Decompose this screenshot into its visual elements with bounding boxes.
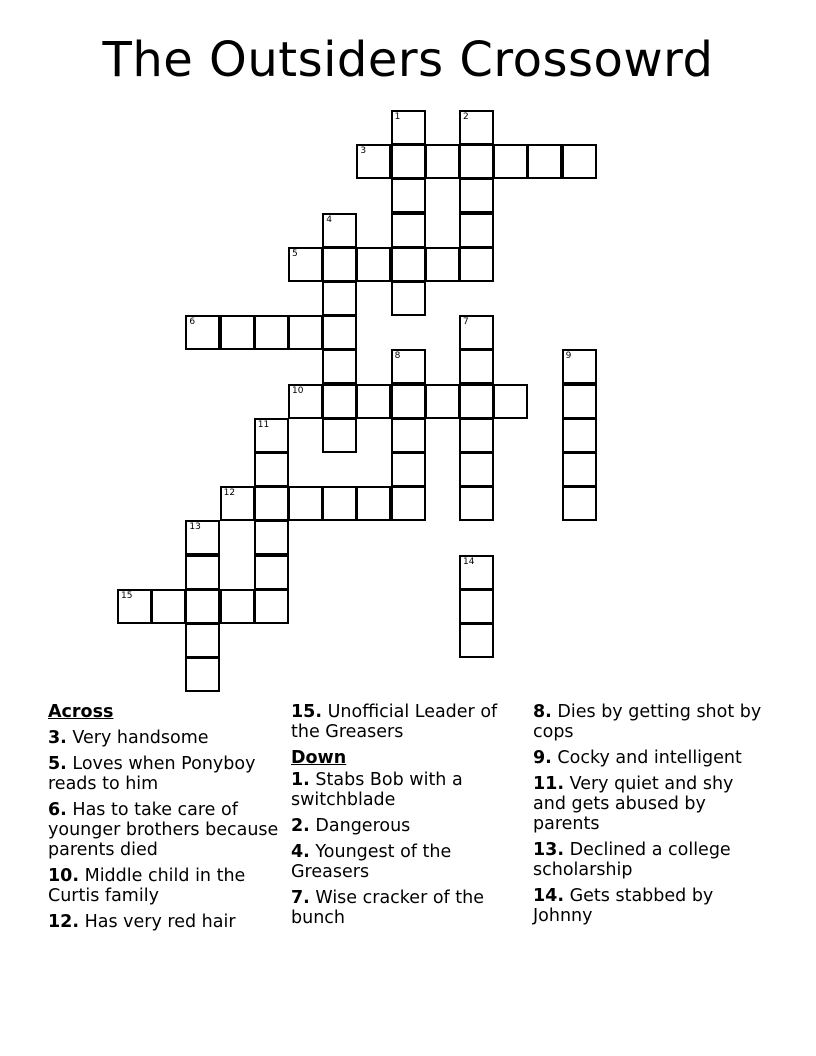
grid-cell[interactable] bbox=[185, 315, 220, 350]
grid-cell[interactable] bbox=[185, 657, 220, 692]
clue-number-label: 12. bbox=[48, 912, 80, 932]
grid-cell[interactable] bbox=[391, 178, 426, 213]
grid-cell[interactable] bbox=[322, 213, 357, 248]
grid-cell[interactable] bbox=[254, 418, 289, 453]
clue-number-label: 8. bbox=[533, 702, 552, 722]
across-clue-list-continued bbox=[291, 702, 523, 742]
grid-cell[interactable] bbox=[459, 315, 494, 350]
clue-number: 3 bbox=[360, 146, 367, 157]
clue-number-label: 15. bbox=[291, 702, 323, 722]
grid-cell[interactable] bbox=[288, 247, 323, 282]
clue-number: 8 bbox=[394, 351, 401, 362]
clue-number-label: 6. bbox=[48, 800, 67, 820]
grid-cell[interactable] bbox=[459, 384, 494, 419]
down-clue bbox=[291, 770, 523, 810]
grid-cell[interactable] bbox=[391, 247, 426, 282]
clue-number: 2 bbox=[463, 112, 469, 122]
clue-number-label: 7. bbox=[291, 888, 310, 908]
puzzle-title: The Outsiders Crossowrd bbox=[102, 32, 714, 88]
clue-number: 1 bbox=[394, 112, 401, 122]
grid-cell[interactable] bbox=[254, 520, 289, 555]
grid-cell[interactable] bbox=[254, 452, 289, 487]
grid-cell[interactable] bbox=[220, 315, 255, 350]
clue-number: 11 bbox=[257, 419, 270, 430]
grid-cell[interactable] bbox=[562, 418, 597, 453]
grid-cell[interactable] bbox=[185, 555, 220, 590]
down-clue bbox=[291, 816, 523, 836]
grid-cell[interactable] bbox=[117, 589, 152, 624]
clue-text: Has to take care of younger brothers because parents died bbox=[48, 800, 279, 860]
grid-cell[interactable] bbox=[220, 589, 255, 624]
grid-cell[interactable] bbox=[220, 486, 255, 521]
grid-cell[interactable] bbox=[562, 144, 597, 179]
clue-text: Very quiet and shy and gets abused by parents bbox=[533, 774, 734, 834]
grid-cell[interactable] bbox=[254, 315, 289, 350]
grid-cell[interactable] bbox=[391, 384, 426, 419]
down-clue bbox=[533, 840, 765, 880]
grid-cell[interactable] bbox=[356, 247, 391, 282]
down-heading: Down bbox=[291, 748, 347, 768]
clue-number-label: 1. bbox=[291, 770, 310, 790]
grid-cell[interactable] bbox=[562, 486, 597, 521]
grid-cell[interactable] bbox=[356, 486, 391, 521]
grid-cell[interactable] bbox=[322, 418, 357, 453]
grid-cell[interactable] bbox=[288, 315, 323, 350]
clues-column-2 bbox=[291, 702, 523, 934]
clue-text: Youngest of the Greasers bbox=[291, 842, 452, 882]
grid-cell[interactable] bbox=[459, 589, 494, 624]
clue-number: 13 bbox=[189, 522, 201, 533]
grid-cell[interactable] bbox=[562, 452, 597, 487]
grid-cell[interactable] bbox=[527, 144, 562, 179]
grid-cell[interactable] bbox=[493, 384, 528, 419]
clue-text: Gets stabbed by Johnny bbox=[533, 886, 714, 926]
clue-number: 12 bbox=[223, 488, 236, 499]
down-clue bbox=[533, 774, 765, 834]
grid-cell[interactable] bbox=[391, 418, 426, 453]
clue-text: Unofficial Leader of the Greasers bbox=[291, 702, 498, 742]
clue-text: Cocky and intelligent bbox=[557, 748, 742, 768]
grid-cell[interactable] bbox=[254, 486, 289, 521]
grid-cell[interactable] bbox=[459, 178, 494, 213]
across-clue-list bbox=[48, 728, 280, 932]
grid-cell[interactable] bbox=[391, 281, 426, 316]
across-clue bbox=[48, 866, 280, 906]
grid-cell[interactable] bbox=[459, 452, 494, 487]
clue-number-label: 13. bbox=[533, 840, 565, 860]
grid-cell[interactable] bbox=[288, 486, 323, 521]
grid-cell[interactable] bbox=[151, 589, 186, 624]
clue-number: 5 bbox=[292, 248, 298, 259]
clue-number-label: 14. bbox=[533, 886, 565, 906]
grid-cell[interactable] bbox=[322, 247, 357, 282]
clue-number-label: 11. bbox=[533, 774, 565, 794]
grid-cell[interactable] bbox=[459, 623, 494, 658]
clue-text: Middle child in the Curtis family bbox=[48, 866, 246, 906]
grid-cell[interactable] bbox=[459, 555, 494, 590]
across-clue bbox=[48, 800, 280, 860]
grid-cell[interactable] bbox=[254, 555, 289, 590]
grid-cell[interactable] bbox=[459, 486, 494, 521]
down-clue-list bbox=[291, 770, 523, 928]
down-clue bbox=[291, 888, 523, 928]
clue-text: Loves when Ponyboy reads to him bbox=[48, 754, 256, 794]
grid-cell[interactable] bbox=[322, 281, 357, 316]
clue-number-label: 9. bbox=[533, 748, 552, 768]
grid-cell[interactable] bbox=[391, 213, 426, 248]
grid-cell[interactable] bbox=[459, 110, 494, 145]
grid-cell[interactable] bbox=[459, 247, 494, 282]
grid-cell[interactable] bbox=[493, 144, 528, 179]
clue-text: Dangerous bbox=[315, 816, 411, 836]
clue-number: 9 bbox=[565, 351, 572, 362]
clue-text: Declined a college scholarship bbox=[533, 840, 731, 880]
clues-column-1 bbox=[48, 702, 280, 938]
grid-cell[interactable] bbox=[356, 144, 391, 179]
down-clue-list-continued bbox=[533, 702, 765, 926]
grid-cell[interactable] bbox=[391, 452, 426, 487]
across-clue bbox=[48, 754, 280, 794]
clue-text: Very handsome bbox=[72, 728, 209, 748]
grid-cell[interactable] bbox=[185, 623, 220, 658]
clue-number: 10 bbox=[292, 385, 304, 396]
across-clue bbox=[48, 728, 280, 748]
grid-cell[interactable] bbox=[185, 589, 220, 624]
grid-cell[interactable] bbox=[322, 349, 357, 384]
grid-cell[interactable] bbox=[322, 315, 357, 350]
grid-cell[interactable] bbox=[459, 349, 494, 384]
grid-cell[interactable] bbox=[391, 486, 426, 521]
grid-cell[interactable] bbox=[391, 144, 426, 179]
clue-text: Has very red hair bbox=[84, 912, 236, 932]
down-clue bbox=[533, 886, 765, 926]
clue-text: Dies by getting shot by cops bbox=[533, 702, 762, 742]
clues-column-3 bbox=[533, 702, 765, 932]
clue-number: 6 bbox=[189, 317, 196, 328]
clue-number: 14 bbox=[463, 556, 475, 567]
clue-number: 7 bbox=[463, 317, 469, 328]
across-clue bbox=[48, 912, 280, 932]
clue-number-label: 2. bbox=[291, 816, 310, 836]
grid-cell[interactable] bbox=[459, 213, 494, 248]
grid-cell[interactable] bbox=[562, 349, 597, 384]
clue-number: 4 bbox=[326, 214, 332, 225]
clue-number-label: 4. bbox=[291, 842, 310, 862]
grid-cell[interactable] bbox=[425, 247, 460, 282]
grid-cell[interactable] bbox=[288, 384, 323, 419]
grid-cell[interactable] bbox=[391, 110, 426, 145]
clue-number-label: 10. bbox=[48, 866, 80, 886]
clue-text: Wise cracker of the bunch bbox=[291, 888, 484, 928]
grid-cell[interactable] bbox=[459, 144, 494, 179]
grid-cell[interactable] bbox=[425, 384, 460, 419]
grid-cell[interactable] bbox=[356, 384, 391, 419]
grid-cell[interactable] bbox=[425, 144, 460, 179]
grid-cell[interactable] bbox=[322, 486, 357, 521]
grid-cell[interactable] bbox=[185, 520, 220, 555]
clue-text: Stabs Bob with a switchblade bbox=[291, 770, 463, 810]
clue-number-label: 5. bbox=[48, 754, 67, 774]
across-heading: Across bbox=[48, 702, 114, 722]
grid-cell[interactable] bbox=[459, 418, 494, 453]
down-clue bbox=[533, 748, 765, 768]
down-clue bbox=[291, 842, 523, 882]
grid-cell[interactable] bbox=[562, 384, 597, 419]
down-clue bbox=[533, 702, 765, 742]
across-clue bbox=[291, 702, 523, 742]
grid-cell[interactable] bbox=[391, 349, 426, 384]
grid-cell[interactable] bbox=[254, 589, 289, 624]
grid-cell[interactable] bbox=[322, 384, 357, 419]
clue-number-label: 3. bbox=[48, 728, 67, 748]
clue-number: 15 bbox=[121, 590, 133, 601]
